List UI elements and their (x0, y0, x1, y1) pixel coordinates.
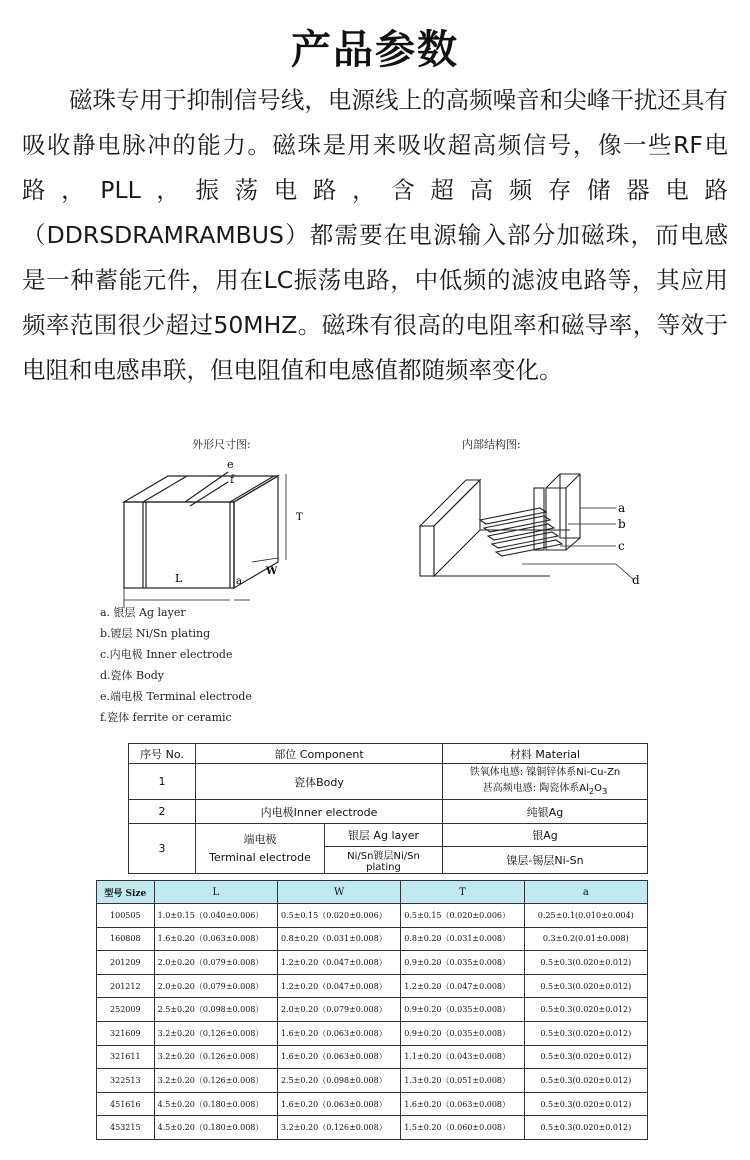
size-cell-size: 201209 (97, 951, 155, 975)
header-component: 部位 Component (196, 744, 443, 764)
size-cell-w: 2.0±0.20（0.079±0.008） (277, 998, 400, 1022)
size-cell-t: 0.9±0.20（0.035±0.008） (401, 998, 524, 1022)
outline-label-l: L (175, 572, 183, 585)
size-cell-l: 1.6±0.20（0.063±0.008） (154, 927, 277, 951)
size-cell-l: 2.5±0.20（0.098±0.008） (154, 998, 277, 1022)
internal-label-a: a (618, 501, 626, 515)
row1-material-line2-prefix: 甚高频电感: 陶瓷体系Al (482, 782, 589, 794)
figure-legend (100, 602, 252, 728)
size-cell-a: 0.5±0.3(0.020±0.012) (524, 998, 647, 1022)
size-cell-w: 1.2±0.20（0.047±0.008） (277, 951, 400, 975)
size-cell-t: 0.9±0.20（0.035±0.008） (401, 1021, 524, 1045)
row2-component: 内电极Inner electrode (196, 800, 443, 824)
outline-label-f: f (230, 473, 235, 486)
outline-label-t: T (296, 512, 303, 523)
size-cell-w: 0.8±0.20（0.031±0.008） (277, 927, 400, 951)
legend-item-e: e.端电极 Terminal electrode (100, 690, 252, 703)
size-cell-t: 1.6±0.20（0.063±0.008） (401, 1092, 524, 1116)
size-cell-a: 0.5±0.3(0.020±0.012) (524, 951, 647, 975)
table-row (97, 951, 648, 975)
row1-material (443, 764, 648, 800)
table-row (97, 904, 648, 928)
size-cell-a: 0.5±0.3(0.020±0.012) (524, 974, 647, 998)
size-cell-t: 0.5±0.15（0.020±0.006） (401, 904, 524, 928)
table-row (97, 1021, 648, 1045)
row3-component (196, 824, 325, 874)
size-cell-l: 2.0±0.20（0.079±0.008） (154, 951, 277, 975)
row1-material-sub1: 2 (588, 785, 595, 796)
table-row (129, 800, 648, 824)
size-cell-size: 321611 (97, 1045, 155, 1069)
size-header-l: L (154, 881, 277, 904)
internal-label-c: c (618, 539, 625, 553)
size-header-a: a (524, 881, 647, 904)
row3-material2: 镍层-锡层Ni-Sn (443, 847, 648, 874)
legend-item-f: f.瓷体 ferrite or ceramic (100, 711, 232, 724)
row3-sub2: Ni/Sn镀层Ni/Sn plating (325, 847, 443, 874)
table-row (97, 974, 648, 998)
internal-label-b: b (618, 517, 626, 531)
outline-dimension-figure (110, 450, 410, 620)
size-header-t: T (401, 881, 524, 904)
header-material: 材料 Material (443, 744, 648, 764)
size-cell-a: 0.3±0.2(0.01±0.008) (524, 927, 647, 951)
row2-no: 2 (129, 800, 196, 824)
size-cell-l: 4.5±0.20（0.180±0.008） (154, 1092, 277, 1116)
size-cell-w: 1.6±0.20（0.063±0.008） (277, 1092, 400, 1116)
size-cell-l: 3.2±0.20（0.126±0.008） (154, 1045, 277, 1069)
size-table (96, 880, 648, 1140)
row1-material-sub2: 3 (602, 785, 608, 796)
internal-figure-caption: 内部结构图: (462, 438, 521, 451)
legend-item-c: c.内电极 Inner electrode (100, 648, 233, 661)
size-header-size: 型号 Size (97, 881, 155, 904)
size-cell-t: 1.1±0.20（0.043±0.008） (401, 1045, 524, 1069)
table-row (129, 764, 648, 800)
row1-no: 1 (129, 764, 196, 800)
internal-label-d: d (632, 573, 640, 587)
row3-no: 3 (129, 824, 196, 874)
size-cell-size: 100505 (97, 904, 155, 928)
outline-label-a: a (236, 576, 242, 587)
size-cell-a: 0.5±0.3(0.020±0.012) (524, 1045, 647, 1069)
size-cell-size: 201212 (97, 974, 155, 998)
table-row (97, 1116, 648, 1140)
size-cell-w: 3.2±0.20（0.126±0.008） (277, 1116, 400, 1140)
table-row (97, 1069, 648, 1093)
row3-component-cn: 端电极 (243, 832, 277, 846)
size-cell-t: 1.2±0.20（0.047±0.008） (401, 974, 524, 998)
table-row (97, 927, 648, 951)
materials-table (128, 743, 648, 874)
size-cell-size: 453215 (97, 1116, 155, 1140)
size-cell-a: 0.5±0.3(0.020±0.012) (524, 1116, 647, 1140)
size-cell-w: 1.6±0.20（0.063±0.008） (277, 1021, 400, 1045)
page-title: 产品参数 (291, 27, 459, 73)
size-cell-size: 252009 (97, 998, 155, 1022)
row1-material-line2 (447, 781, 643, 799)
size-cell-l: 4.5±0.20（0.180±0.008） (154, 1116, 277, 1140)
size-cell-w: 2.5±0.20（0.098±0.008） (277, 1069, 400, 1093)
size-cell-l: 2.0±0.20（0.079±0.008） (154, 974, 277, 998)
legend-item-d: d.瓷体 Body (100, 669, 164, 682)
internal-structure-figure (410, 448, 670, 598)
table-row (97, 998, 648, 1022)
size-cell-l: 1.0±0.15（0.040±0.006） (154, 904, 277, 928)
size-cell-t: 1.5±0.20（0.060±0.008） (401, 1116, 524, 1140)
size-header-w: W (277, 881, 400, 904)
legend-item-b: b.镀层 Ni/Sn plating (100, 627, 211, 640)
header-no: 序号 No. (129, 744, 196, 764)
table-row (97, 1045, 648, 1069)
size-cell-l: 3.2±0.20（0.126±0.008） (154, 1021, 277, 1045)
row3-sub1: 银层 Ag layer (325, 824, 443, 847)
row1-material-mid: O (594, 782, 603, 794)
table-row (97, 1092, 648, 1116)
size-cell-a: 0.25±0.1(0.010±0.004) (524, 904, 647, 928)
size-cell-size: 160808 (97, 927, 155, 951)
outline-label-e: e (227, 458, 234, 471)
size-cell-size: 321609 (97, 1021, 155, 1045)
outline-figure-caption: 外形尺寸图: (192, 438, 251, 451)
table-row (129, 824, 648, 847)
legend-item-a: a. 银层 Ag layer (100, 606, 186, 619)
size-cell-a: 0.5±0.3(0.020±0.012) (524, 1069, 647, 1093)
outline-label-w: W (266, 566, 278, 577)
size-cell-t: 0.8±0.20（0.031±0.008） (401, 927, 524, 951)
row1-material-line1: 铁氧体电感: 镍铜锌体系Ni-Cu-Zn (469, 766, 621, 778)
size-cell-size: 451616 (97, 1092, 155, 1116)
intro-paragraph: 磁珠专用于抑制信号线，电源线上的高频噪音和尖峰干扰还具有吸收静电脉冲的能力。磁珠是用来吸收超高频信号，像一些RF电路，PLL，振荡电路，含超高频存储器电路（DDRSDRAMRAMBUS）都需要在电源输入部分加磁珠，而电感是一种蓄能元件，用在LC振荡电路，中低频的滤波电路等，其应用频率范围很少超过50MHZ。磁珠有很高的电阻率和磁导率，等效于电阻和电感串联，但电阻值和电感值都随频率变化。 (22, 86, 728, 384)
size-table-body (97, 904, 648, 1140)
size-cell-t: 0.9±0.20（0.035±0.008） (401, 951, 524, 975)
size-cell-t: 1.3±0.20（0.051±0.008） (401, 1069, 524, 1093)
row3-component-en: Terminal electrode (209, 850, 311, 864)
row1-component: 瓷体Body (196, 764, 443, 800)
size-cell-w: 1.2±0.20（0.047±0.008） (277, 974, 400, 998)
row3-material1: 银Ag (443, 824, 648, 847)
size-cell-a: 0.5±0.3(0.020±0.012) (524, 1092, 647, 1116)
row2-material: 纯银Ag (443, 800, 648, 824)
size-cell-w: 0.5±0.15（0.020±0.006） (277, 904, 400, 928)
size-cell-l: 3.2±0.20（0.126±0.008） (154, 1069, 277, 1093)
size-cell-size: 322513 (97, 1069, 155, 1093)
size-cell-a: 0.5±0.3(0.020±0.012) (524, 1021, 647, 1045)
size-cell-w: 1.6±0.20（0.063±0.008） (277, 1045, 400, 1069)
